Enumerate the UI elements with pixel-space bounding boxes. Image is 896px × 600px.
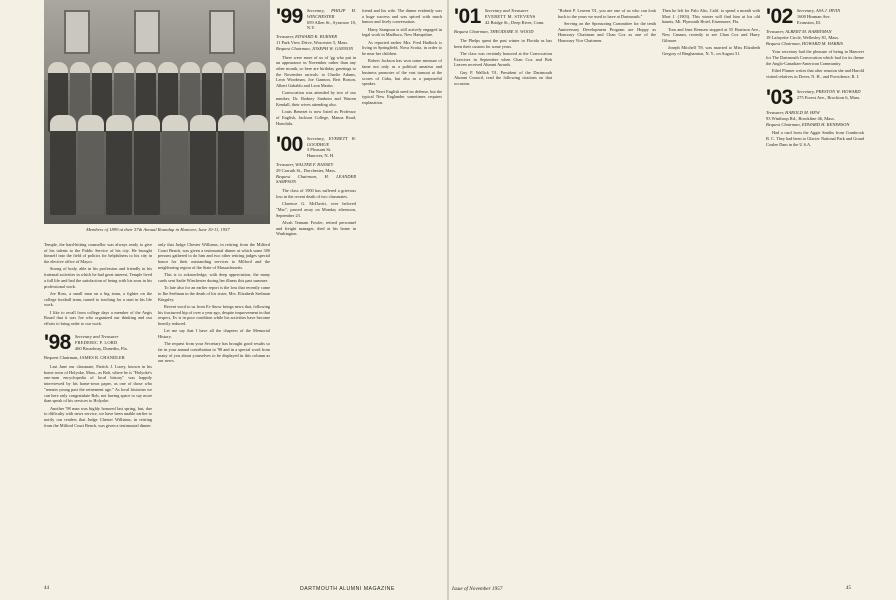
photo-front-row xyxy=(44,115,270,224)
paragraph: As reported earlier Mrs. Fred Hadlock is living in Springfield, Nova Scotia, in order to be near her children. xyxy=(362,39,442,57)
treasurer: Treasurer, ALBERT M. HARRYMAN xyxy=(766,29,832,34)
paragraph: I like to recall from college days a member of the Aegis Board that it was Joe who organized our thinking and our efforts to bring order to our work. xyxy=(44,309,152,326)
treasurer-address: 29 Carruth St., Dorchester, Mass. xyxy=(276,167,337,173)
paragraph: Let me say that I have all the chapters of the Memorial History. xyxy=(158,328,270,339)
paragraph: Last June our classmate, Patrick J. Lucey, known in his home town of Holyoke, Mass., as Bob, where he is "Holyoke's one-man encyclopedia of local history" was happily interviewed by his home-town paper, as one of those who "remain young past the retirement age." As local historian we can here only congratulate Bob, not having space to say more than speak of his services to Holyoke. xyxy=(44,364,152,404)
class-heading-02 xyxy=(766,8,864,26)
class-year: '98 xyxy=(44,331,71,355)
class-name-line: Hanover, N. H. xyxy=(306,153,335,159)
paragraph: The class of 1900 has suffered a grievous loss in the recent death of two classmates. xyxy=(276,188,356,199)
class-name-line: EVERETT M. STEVENS xyxy=(484,13,536,19)
class-year: '03 xyxy=(766,86,793,110)
left-column-2 xyxy=(158,242,270,582)
right-column-3 xyxy=(662,8,760,580)
bequest-chairman: Bequest Chairman, HOWARD M. HARRIS xyxy=(766,40,843,46)
photo-window xyxy=(209,10,235,54)
left-column-1 xyxy=(44,242,152,572)
class-heading-03 xyxy=(766,86,864,110)
class-role: Secretary, PHILIP H. WINCHESTER xyxy=(306,8,356,19)
issue-label: Issue of November 1957 xyxy=(452,586,503,592)
paragraph: Had a card from the Aggie Smiths from Cranbrook B. C. They had been to Glacier National Park and Grand Coulee Dam in the U.S.A. xyxy=(766,130,864,147)
class-heading-98 xyxy=(44,331,152,355)
paragraph: Recent word to us from Ev Snow brings news that, following his fracturred hip of over a year ago, despite improvement in that respect, Ev is in poor condition while his activities have become heavily reduced. xyxy=(158,303,270,326)
page-number-right: 45 xyxy=(846,586,851,591)
paragraph: "Robert P. Leaven '01, you are one of us who can look back to the years we used to have at Dartmouth." xyxy=(558,8,656,19)
paragraph: Robert Jackson has won some measure of fame not only as a political amateur and business promoter of the vast turnout at the scores of Cuba, but also as a purposeful speaker. xyxy=(362,58,442,87)
treasurer-address: 93 Winthrop Rd., Brookline 46, Mass. xyxy=(766,115,835,121)
paragraph: Your secretary had the pleasure of being in Hanover for The Dartmouth Convocation which had for its theme the Anglo-Canadian-American Community. xyxy=(766,49,864,66)
paragraph: Ethel Plumer writes that after reunion she and Harold visited relatives in Dover, N. H., and Providence, R. I. xyxy=(766,68,864,79)
magazine-title: DARTMOUTH ALUMNI MAGAZINE xyxy=(300,586,395,592)
treasurer-address: 18 Lafayette Circle, Wellesley 81, Mass. xyxy=(766,34,840,40)
paragraph: Then he left for Palo Alto, Calif. to spend a month with Mort J. (1903). This winter will find him at his old haunts, Mt. Plymouth Hotel, Eisenmore, Fla. xyxy=(662,8,760,25)
class-heading-01 xyxy=(454,8,552,26)
paragraph: Louis Benezet is now listed as Professor of English, Jackson College, Manoa Road, Honolulu. xyxy=(276,109,356,126)
paragraph: There were more of us of 'gg who put in an appearance in November rather than any other month, so here are birthday greetings to the November arrivals: to Charlie Adams, Leon Woodman, Joe Gannon, Bert Boston, Albert Gabaldo and Leon Martin. xyxy=(276,54,356,89)
class-year: '99 xyxy=(276,8,303,28)
class-reunion-photo xyxy=(44,0,270,224)
left-column-4 xyxy=(362,8,442,580)
paragraph: friend and his wife. The dinner evidently was a huge success and was spiced with much humor and lively conversation. xyxy=(362,8,442,25)
class-role: Secretary and Treasurer xyxy=(484,8,529,13)
paragraph: Tom and Inez Remsen stopped at 55 Harrison Ave., New Canaan, recently to see Chan Cox and Harry Gilmore. xyxy=(662,26,760,44)
paragraph: Guy P. Wallick '01, President of the Dartmouth Alumni Council, read the following citations on that occasion. xyxy=(454,69,552,86)
paragraph: Serving on the Sponsoring Committee for the tenth Anniversary Development Program are Hoppy as Honorary Chairman and Chan Cox as one of the Honorary Vice Chairmen. xyxy=(558,21,656,44)
class-heading-99 xyxy=(276,8,356,31)
class-name-line: 3 Pleasant St. xyxy=(306,147,332,153)
paragraph: Convocation was attended by two of our number, Dr. Rodney Sanborn and Warren Kendall, their wives attending also. xyxy=(276,90,356,107)
paragraph: Alvah Tennant Fowler, retired personnel and freight manager, died at his home in Washington. xyxy=(276,219,356,237)
paragraph: Temple, the hard-hitting counsellor was always ready to give of his talents to the Public Service of his city. He brought himself into the field of politics for helpfulness to his city in the elective office of Mayor. xyxy=(44,242,152,265)
paragraph: Clarence G. McDavitt, over beloved "Mac", passed away on Monday afternoon, September 23. xyxy=(276,201,356,218)
paragraph: Joseph Mitchell '59, was married to Miss Elizabeth Gregory of Binghamton, N. Y., on August 31. xyxy=(662,45,760,57)
paragraph: The Newt English need no defense, but the typical New Englander sometimes requires explanation. xyxy=(362,88,442,105)
right-column-2 xyxy=(558,8,656,580)
photo-caption: Members of 1899 at their 57th Annual Roundup in Hanover, June 10-11, 1957 xyxy=(86,227,230,232)
photo-window xyxy=(64,10,90,54)
treasurer-address: 11 Park View Drive, Worcester 5, Mass. xyxy=(276,39,349,45)
right-column-1 xyxy=(454,8,552,580)
class-name-line: 1600 Hinman Ave. xyxy=(796,13,831,19)
class-role: Secretary, PRESTON W. HOWARD xyxy=(796,89,861,95)
paragraph: The request from your Secretary has brought good results so far in your annual contribution to '98 and in a special word from many of you about yourselves to be displayed in this column as our news. xyxy=(158,341,270,364)
paragraph: Strong of body, able in his profession and friendly in his fraternal activities in which he had great interest, Temple lived a full life and had the satisfaction of being with his sons in his professional work. xyxy=(44,266,152,289)
class-name-line: Evanston, Ill. xyxy=(796,19,821,25)
right-column-4 xyxy=(766,8,864,580)
class-year: '02 xyxy=(766,8,793,28)
paragraph: This is to acknowledge, with deep appreciation, the many cards sent Sadie Winchester during her illness this past summer. xyxy=(158,272,270,283)
bequest-chairman: Bequest Chairman, THEODORE N. WOOD xyxy=(454,29,534,34)
bequest-chairman: Bequest Chairman, EDWARD H. KENERSON xyxy=(766,121,850,127)
class-name-line: 659 Allen St., Syracuse 10, N.Y. xyxy=(306,19,356,31)
paragraph: Joe Ross, a small man on a big team, a fighter on the college football team, turned to teaching for a start in his life work. xyxy=(44,290,152,308)
class-role: Secretary and Treasurer xyxy=(74,334,119,340)
paragraph: To late also for an earlier report is the loss that recently came to Ike Seelman in the death of his sister, Mrs. Elizabeth Seelman Kingsley. xyxy=(158,285,270,302)
class-name-line: 275 Forest Ave., Brockton 6, Mass. xyxy=(796,94,861,100)
class-role: Secretary, EVERETT W. GOODHUE xyxy=(306,135,356,147)
class-name-line: 42 Bridge St., Deep River, Conn. xyxy=(484,19,545,25)
treasurer: Treasurer, WALTER F. RANSEY xyxy=(276,161,334,167)
class-year: '01 xyxy=(454,8,481,28)
paragraph: Harry Sampson is still actively engaged in legal work in Marlboro, New Hampshire. xyxy=(362,26,442,38)
class-heading-00 xyxy=(276,132,356,159)
paragraph: The Phelps spent the past winter in Florida as has been their custom for some years. xyxy=(454,37,552,49)
page-gutter xyxy=(447,0,449,600)
class-year: '00 xyxy=(276,132,303,156)
paragraph: Another '98 man was highly honored last spring, but, due to difficulty with news service, we have been unable earlier to notify our readers that Judge Chester Williams, in retiring from the Milford Court Bench, was given a testimonial dinner. xyxy=(44,405,152,428)
class-name-line: FREDERIC P. LORD xyxy=(74,340,118,346)
page-number-left: 44 xyxy=(44,586,49,591)
photo-window xyxy=(134,10,160,54)
bequest-chairman: Bequest Chairman, H. LEANDER SAMPSON xyxy=(276,173,356,185)
paragraph: The class was certainly honored at the Convocation Exercises in September when Chan Cox and Bob Leaven received Alumni Awards. xyxy=(454,50,552,68)
class-role: Secretary, ASA J. IRVIN xyxy=(796,8,841,13)
left-column-3 xyxy=(276,8,356,580)
treasurer: Treasurer, EDWARD K. BURNER xyxy=(276,34,337,40)
paragraph: only that Judge Chester Williams, in retiring from the Milford Court Bench, was given a testimonial dinner at which some 300 persons gathered to do him and two other retiring judges special honor for their outstanding services to Milford and the neighboring region of the State of Massachusetts. xyxy=(158,242,270,270)
treasurer: Treasurer, HAROLD M. HEW xyxy=(766,110,820,116)
bequest-chairman: Bequest Chairman, JAMES R. CHANDLER xyxy=(44,355,125,361)
bequest-chairman: Bequest Chairman, JOSEPH W. GANNON xyxy=(276,45,354,51)
class-name-line: 460 Broadway, Dunedin, Fla. xyxy=(74,345,128,351)
